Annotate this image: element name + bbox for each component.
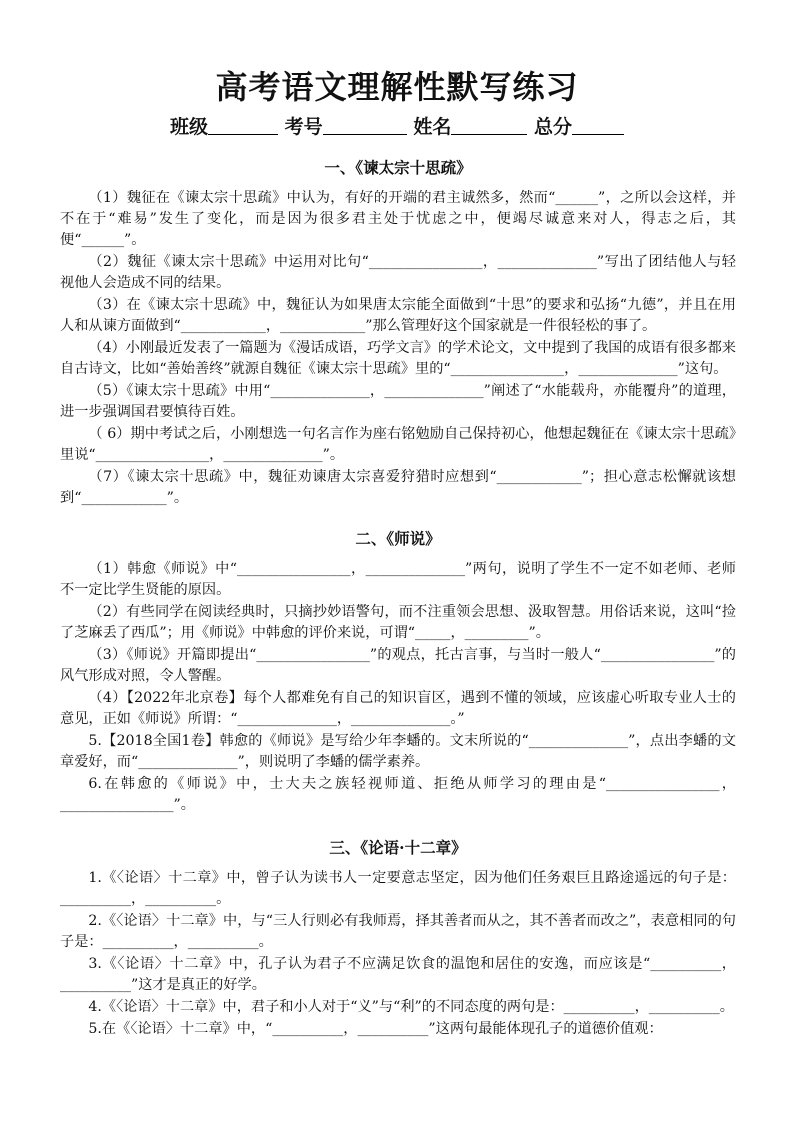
question-item: 3.《〈论语〉十二章》中，孔子认为君子不应满足饮食的温饱和居住的安逸，而应该是“__________，__________”这才是真正的好学。	[60, 956, 736, 993]
question-item: （3）在《谏太宗十思疏》中，魏征认为如果唐太宗能全面做到“十思”的要求和弘扬“九德”，并且在用人和从谏方面做到“____________，____________”那么管理好这个国家就是一件很轻松的事了。	[60, 297, 736, 334]
question-item: （2）有些同学在阅读经典时，只摘抄妙语警句，而不注重领会思想、汲取智慧。用俗话来说，这叫“捡了芝麻丢了西瓜”；用《师说》中韩愈的评价来说，可谓“_____，_________”。	[60, 604, 736, 641]
student-info-line	[0, 112, 794, 139]
question-item: （5）《谏太宗十思疏》中用“______________，______________”阐述了“水能载舟，亦能覆舟”的道理，进一步强调国君要慎待百姓。	[60, 383, 736, 420]
score-blank	[572, 116, 624, 135]
question-item: （2）魏征《谏太宗十思疏》中运用对比句“________________，______________”写出了团结他人与轻视他人会造成不同的结果。	[60, 254, 736, 291]
question-item: 1.《〈论语〉十二章》中，曾子认为读书人一定要意志坚定，因为他们任务艰巨且路途遥远的句子是：__________，__________。	[60, 870, 736, 907]
name-blank	[451, 116, 527, 135]
name-label: 姓名	[413, 116, 452, 138]
question-item: （ 6）期中考试之后，小刚想选一句名言作为座右铭勉励自己保持初心，他想起魏征在《谏太宗十思疏》里说“________________，______________”。	[60, 426, 736, 463]
question-item: 6.在韩愈的《师说》中，士大夫之族轻视师道、拒绝从师学习的理由是“________________，________________”。	[60, 776, 736, 813]
question-item: 2.《〈论语〉十二章》中，与“三人行则必有我师焉，择其善者而从之，其不善者而改之”，表意相同的句子是：__________，__________。	[60, 913, 736, 950]
class-label: 班级	[170, 116, 209, 138]
section-heading: 二、《师说》	[355, 529, 441, 548]
question-item: （7）《谏太宗十思疏》中，魏征劝谏唐太宗喜爱狩猎时应想到“____________”；担心意志松懈就该想到“____________”。	[60, 469, 736, 506]
question-item: （4）【2022年北京卷】每个人都难免有自己的知识盲区，遇到不懂的领域，应该虚心听取专业人士的意见，正如《师说》所谓：“______________，______________。”	[60, 690, 736, 727]
score-label: 总分	[533, 116, 572, 138]
question-item: （1）韩愈《师说》中“________________，______________”两句，说明了学生不一定不如老师、老师不一定比学生贤能的原因。	[60, 561, 736, 598]
question-item: （1）魏征在《谏太宗十思疏》中认为，有好的开端的君主诚然多，然而“______”，之所以会这样，并不在于“难易”发生了变化，而是因为很多君主处于忧虑之中，便竭尽诚意来对人，得志之后，其便“______”。	[60, 190, 736, 248]
question-item: 4.《〈论语〉十二章》中，君子和小人对于“义”与“利”的不同态度的两句是：__________，__________。	[88, 999, 734, 1015]
section-heading: 三、《论语·十二章》	[329, 838, 467, 857]
page-title: 高考语文理解性默写练习	[215, 68, 579, 106]
class-blank	[208, 116, 278, 135]
question-item: （3）《师说》开篇即提出“________________”的观点，托古言事，与当时一般人“________________”的风气形成对照，令人警醒。	[60, 647, 736, 684]
exam-no-label: 考号	[284, 116, 323, 138]
question-item: 5.在《〈论语〉十二章》中，“__________，__________”这两句最能体现孔子的道德价值观：	[88, 1021, 663, 1037]
exam-no-blank	[323, 116, 407, 135]
worksheet-body	[60, 148, 736, 1041]
section-heading: 一、《谏太宗十思疏》	[324, 158, 472, 177]
question-item: 5.【2018全国1卷】韩愈的《师说》是写给少年李蟠的。文末所说的“______________”，点出李蟠的文章爱好，而“______________”，则说明了李蟠的儒学素养。	[60, 733, 736, 770]
question-item: （4）小刚最近发表了一篇题为《漫话成语，巧学文言》的学术论文，文中提到了我国的成语有很多都来自古诗文，比如“善始善终”就源自魏征《谏太宗十思疏》里的“________________，______________”这句。	[60, 340, 736, 377]
